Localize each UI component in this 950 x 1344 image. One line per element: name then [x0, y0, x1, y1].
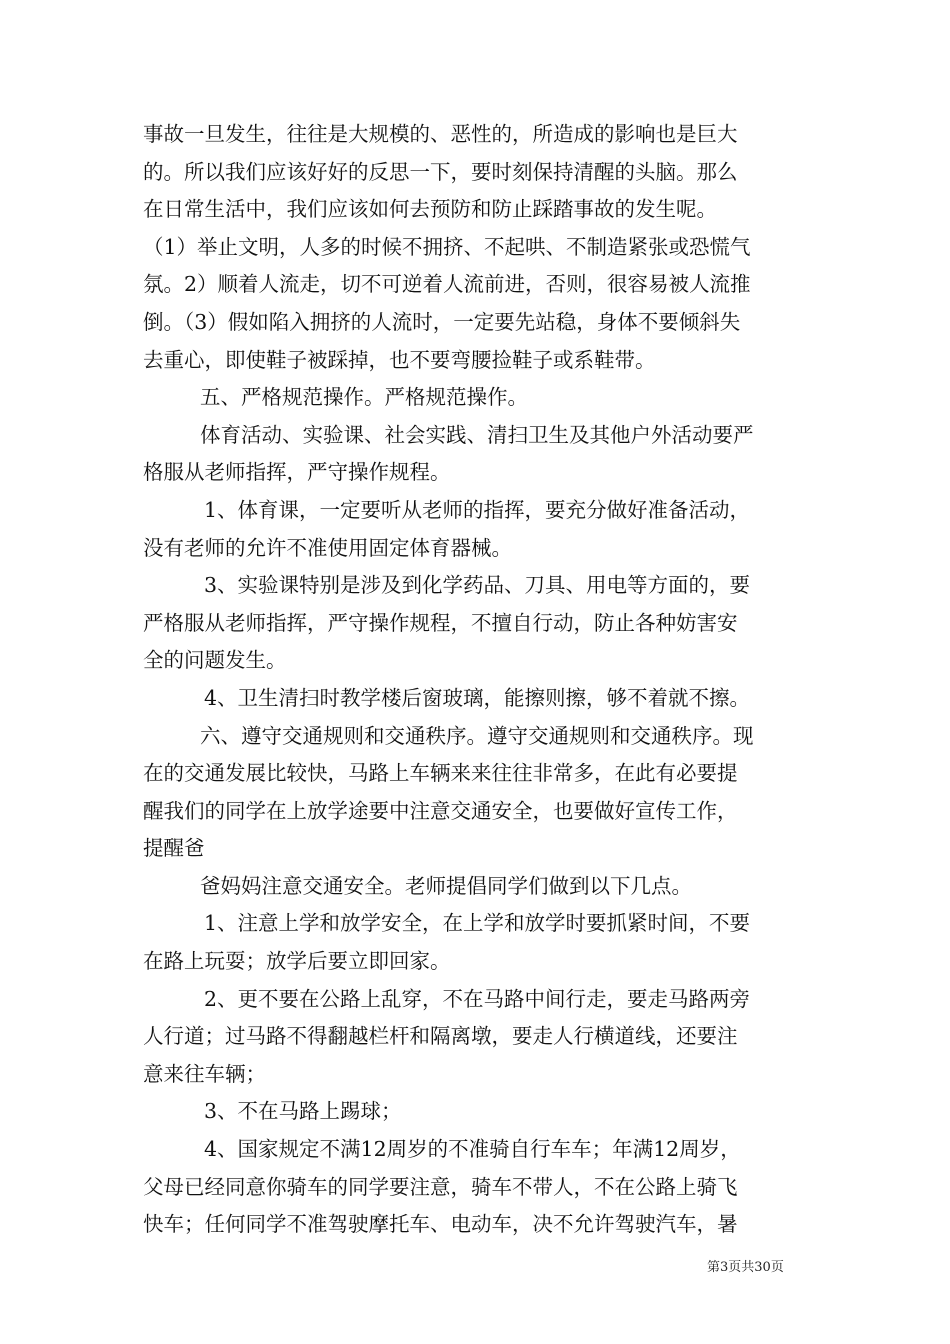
text-line: 格服从老师指挥，严守操作规程。: [143, 460, 451, 485]
text-line: 2、更不要在公路上乱穿，不在马路中间行走，要走马路两旁: [204, 986, 751, 1011]
text-line: 全的问题发生。: [143, 648, 287, 673]
text-line: 父母已经同意你骑车的同学要注意，骑车不带人，不在公路上骑飞: [143, 1174, 738, 1199]
page-number: 第3页共30页: [707, 1260, 784, 1275]
text-line: 在的交通发展比较快，马路上车辆来来往往非常多，在此有必要提: [143, 761, 738, 786]
text-line: 提醒爸: [143, 836, 205, 861]
text-line: 1、体育课，一定要听从老师的指挥，要充分做好准备活动，: [204, 497, 751, 522]
text-line: 在日常生活中，我们应该如何去预防和防止踩踏事故的发生呢。: [143, 197, 717, 222]
document-body: [143, 116, 807, 1244]
text-line: 去重心，即使鞋子被踩掉，也不要弯腰捡鞋子或系鞋带。: [143, 347, 656, 372]
text-line: 醒我们的同学在上放学途要中注意交通安全，也要做好宣传工作，: [143, 798, 738, 823]
text-line: 氛。2）顺着人流走，切不可逆着人流前进，否则，很容易被人流推: [143, 272, 751, 297]
text-line: 爸妈妈注意交通安全。老师提倡同学们做到以下几点。: [200, 873, 692, 898]
text-line: 意来往车辆；: [143, 1061, 266, 1086]
text-line: 严格服从老师指挥，严守操作规程，不擅自行动，防止各种妨害安: [143, 610, 738, 635]
text-line: 3、实验课特别是涉及到化学药品、刀具、用电等方面的，要: [204, 573, 751, 598]
text-line: 倒。（3）假如陷入拥挤的人流时，一定要先站稳，身体不要倾斜失: [143, 309, 741, 334]
text-line: 在路上玩耍；放学后要立即回家。: [143, 949, 451, 974]
section-heading: 五、严格规范操作。严格规范操作。: [200, 385, 528, 410]
text-line: 的。所以我们应该好好的反思一下，要时刻保持清醒的头脑。那么: [143, 159, 738, 184]
text-line: 3、不在马路上踢球；: [204, 1099, 402, 1124]
text-line: （1）举止文明，人多的时候不拥挤、不起哄、不制造紧张或恐慌气: [143, 234, 751, 259]
text-line: 体育活动、实验课、社会实践、清扫卫生及其他户外活动要严: [200, 422, 754, 447]
text-line: 事故一旦发生，往往是大规模的、恶性的，所造成的影响也是巨大: [143, 122, 738, 146]
text-line: 4、国家规定不满12周岁的不准骑自行车车；年满12周岁，: [204, 1137, 741, 1162]
text-line: 4、卫生清扫时教学楼后窗玻璃，能擦则擦，够不着就不擦。: [204, 685, 751, 710]
text-line: 快车；任何同学不准驾驶摩托车、电动车，决不允许驾驶汽车，暑: [143, 1212, 738, 1237]
section-heading: 六、遵守交通规则和交通秩序。遵守交通规则和交通秩序。现: [200, 723, 754, 748]
text-line: 人行道；过马路不得翻越栏杆和隔离墩，要走人行横道线，还要注: [143, 1024, 738, 1049]
text-line: 1、注意上学和放学安全，在上学和放学时要抓紧时间，不要: [204, 911, 751, 936]
text-line: 没有老师的允许不准使用固定体育器械。: [143, 535, 512, 560]
